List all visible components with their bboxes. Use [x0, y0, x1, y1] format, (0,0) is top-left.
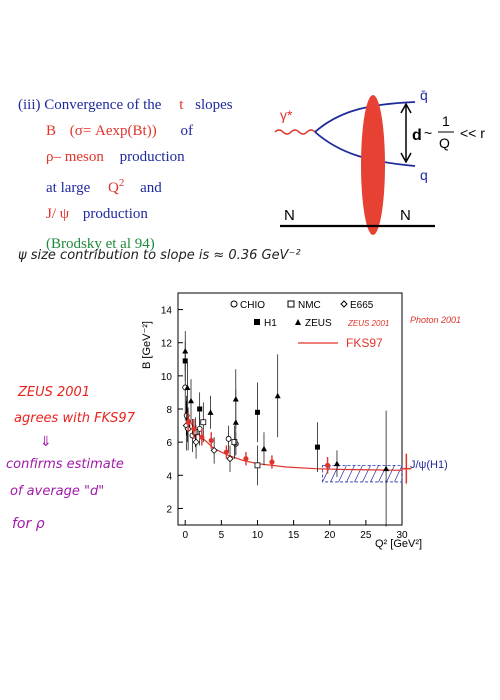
much-less-than-r: << r: [460, 125, 485, 141]
d-label: d: [412, 127, 422, 144]
point-zeus: [208, 409, 214, 415]
point-zeus-2001: [209, 438, 214, 443]
slope-chart: [140, 285, 490, 555]
point-h1: [197, 407, 202, 412]
fks97-curve: [185, 412, 402, 470]
y-tick-label: 4: [166, 471, 172, 483]
photon-line: [275, 130, 315, 134]
point-zeus: [261, 446, 267, 452]
reference-brodsky: (Brodsky et al 94): [46, 236, 155, 252]
fks97-curve-path: [185, 412, 402, 470]
q-label: q: [420, 167, 428, 183]
x-tick-label: 15: [288, 530, 300, 541]
point-zeus: [182, 348, 188, 354]
note-average-d: of average "d": [10, 484, 105, 499]
legend-nmc-marker: [288, 301, 294, 307]
line-b-slope: B (σ= Aexp(Bt)) of: [46, 123, 193, 139]
jpsi-band-hatch: [371, 465, 379, 482]
nucleon-right-label: N: [400, 207, 411, 224]
qbar-label: q̄: [420, 87, 428, 103]
line-rho: ρ– meson production: [46, 149, 185, 165]
chart-legend: [231, 300, 461, 350]
legend-h1: H1: [264, 318, 277, 329]
y-tick-label: 10: [160, 371, 172, 383]
point-zeus-2001: [243, 456, 248, 461]
jpsi-band-hatch: [355, 465, 363, 482]
point-zeus-2001: [186, 420, 191, 425]
x-axis-label: Q² [GeV²]: [375, 538, 423, 550]
gamma-star-label: γ*: [280, 107, 293, 123]
pomeron-ellipse: [361, 95, 385, 235]
legend-h1-marker: [254, 319, 260, 325]
jpsi-band-hatch: [363, 465, 371, 482]
note-implies-arrow: ⇓: [40, 434, 52, 450]
fraction-numerator: 1: [442, 113, 450, 129]
legend-zeus: ZEUS: [305, 318, 332, 329]
legend-chio-marker: [231, 301, 237, 307]
point-e665: [211, 447, 217, 453]
point-zeus: [188, 398, 194, 404]
note-for-rho: for ρ: [12, 516, 45, 532]
handwritten-size-note: ψ size contribution to slope is ≈ 0.36 GeV⁻²: [18, 248, 301, 263]
point-h1: [315, 445, 320, 450]
point-zeus-2001: [269, 459, 274, 464]
point-e665: [193, 439, 199, 445]
y-tick-label: 8: [166, 405, 172, 416]
point-nmc: [255, 463, 260, 468]
point-zeus: [275, 393, 281, 399]
jpsi-band: [323, 454, 412, 484]
legend-e665-marker: [341, 301, 347, 307]
jpsi-band-hatch: [347, 465, 355, 482]
point-zeus-2001: [191, 426, 196, 431]
legend-zeus2001: ZEUS 2001: [348, 319, 390, 328]
point-zeus-2001: [199, 435, 204, 440]
point-chio: [226, 436, 231, 441]
x-tick-label: 10: [251, 530, 264, 541]
line-large-q2: at large $Q^2$ and: [46, 177, 162, 196]
note-agrees: agrees with FKS97: [14, 411, 135, 426]
legend-e665: E665: [350, 300, 374, 311]
x-tick-label: 0: [182, 530, 189, 541]
point-zeus: [233, 396, 239, 402]
point-h1: [255, 410, 260, 415]
line-jpsi: J/ ψ production: [46, 206, 148, 222]
legend-nmc: NMC: [298, 300, 321, 311]
jpsi-band-hatch: [387, 465, 395, 482]
note-zeus2001: ZEUS 2001: [18, 385, 91, 400]
fraction-denominator: Q: [439, 135, 450, 151]
note-confirms: confirms estimate: [6, 457, 124, 472]
legend-photon2001: Photon 2001: [410, 315, 462, 325]
legend-zeus-marker: [295, 319, 301, 325]
slide-text: [18, 92, 233, 257]
tilde-label: ~: [424, 125, 433, 141]
line-convergence: (iii) Convergence of the t slopes: [18, 97, 233, 113]
legend-fks97: FKS97: [346, 336, 383, 350]
legend-chio: CHIO: [240, 300, 265, 311]
x-tick-label: 25: [360, 530, 372, 541]
y-tick-label: 2: [166, 504, 172, 516]
x-tick-label: 30: [396, 530, 408, 541]
y-tick-label: 14: [160, 305, 172, 317]
y-axis-label: B [GeV⁻²]: [141, 321, 153, 369]
nucleon-left-label: N: [284, 207, 295, 224]
point-zeus-2001: [224, 449, 229, 454]
y-tick-label: 12: [160, 338, 172, 350]
x-tick-label: 20: [324, 530, 336, 541]
jpsi-band-hatch: [395, 465, 402, 482]
jpsi-h1-label: J/ψ(H1): [410, 459, 448, 471]
jpsi-band-hatch: [323, 465, 331, 482]
point-zeus: [383, 466, 389, 472]
chart-points: [182, 331, 389, 527]
dipole-diagram: [270, 80, 495, 240]
x-tick-label: 5: [218, 530, 225, 541]
point-nmc: [201, 420, 206, 425]
y-tick-label: 6: [166, 438, 172, 450]
point-zeus-2001: [325, 463, 330, 468]
point-zeus: [334, 461, 340, 467]
jpsi-band-hatch: [339, 465, 347, 482]
